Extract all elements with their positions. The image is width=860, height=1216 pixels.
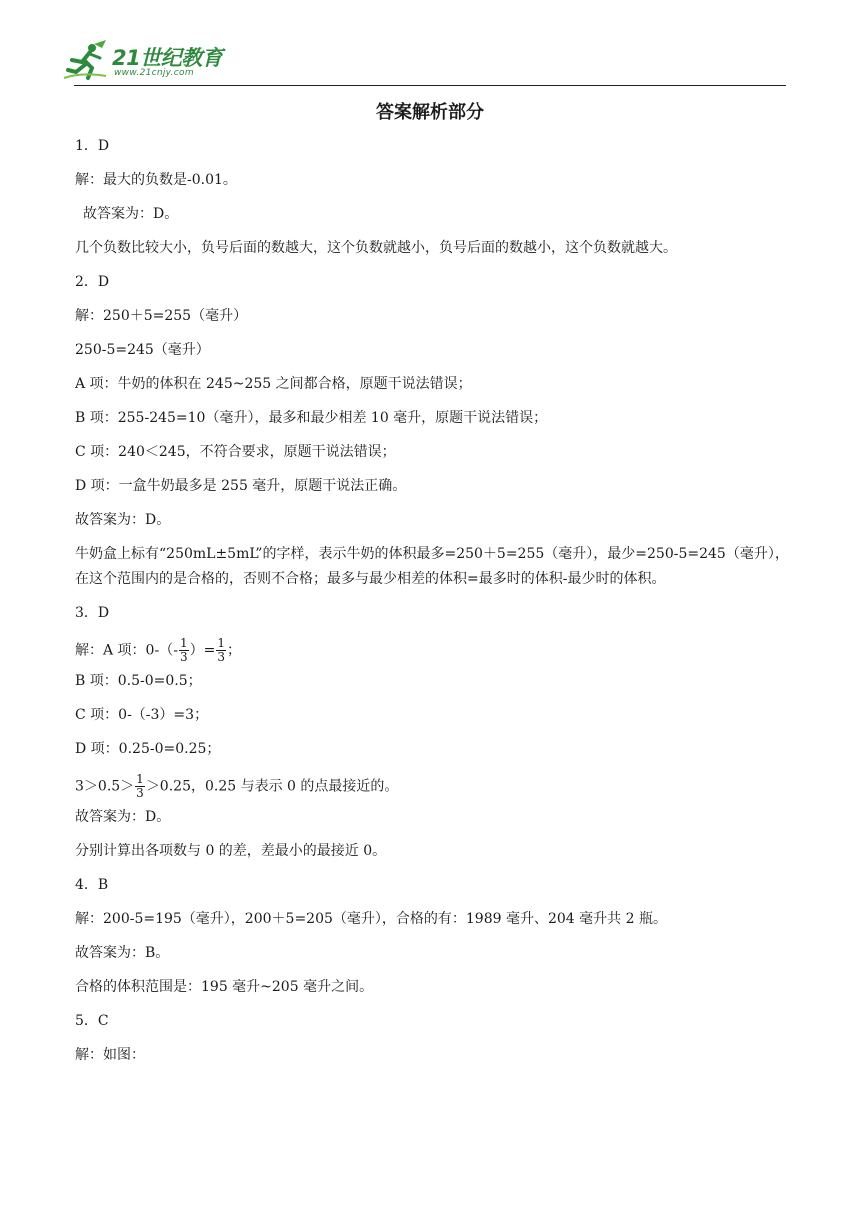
q2-solution-1: 解：250＋5=255（毫升） xyxy=(75,308,248,324)
q2-explanation-1: 牛奶盒上标有“250mL±5mL”的字样，表示牛奶的体积最多=250＋5=255（毫升），最少=250-5=245（毫升）， xyxy=(75,546,789,562)
runner-logo-icon xyxy=(62,38,114,82)
logo xyxy=(62,38,232,82)
q1-solution: 解：最大的负数是-0.01。 xyxy=(75,172,237,188)
q4-conclusion: 故答案为：B。 xyxy=(75,945,170,961)
q3-option-d: D 项：0.25-0=0.25； xyxy=(75,741,221,757)
q2-option-c: C 项：240＜245，不符合要求，原题干说法错误； xyxy=(75,444,396,460)
q4-answer: 4．B xyxy=(75,877,109,893)
q3-option-a-text-1: 解：A 项：0-（- xyxy=(75,642,178,659)
logo-text: 21世纪教育 xyxy=(112,46,223,70)
q1-explanation: 几个负数比较大小，负号后面的数越大，这个负数就越小，负号后面的数越小，这个负数就越大。 xyxy=(75,240,677,256)
fraction xyxy=(216,637,226,664)
q3-comparison xyxy=(75,773,790,807)
page-title: 答案解析部分 xyxy=(376,102,484,123)
answer-content xyxy=(75,136,790,1079)
q2-explanation-2: 在这个范围内的是合格的，否则不合格；最多与最少相差的体积=最多时的体积-最少时的体积。 xyxy=(75,571,666,587)
q1-answer: 1．D xyxy=(75,138,110,154)
page-header xyxy=(62,38,792,88)
q2-option-a: A 项：牛奶的体积在 245~255 之间都合格，原题干说法错误； xyxy=(75,376,472,392)
q3-comparison-text-1: 3＞0.5＞ xyxy=(75,778,135,795)
q5-answer: 5．C xyxy=(75,1013,109,1029)
fraction-denominator: 3 xyxy=(217,650,225,664)
q5-solution: 解：如图： xyxy=(75,1047,145,1063)
fraction-numerator: 1 xyxy=(136,772,144,786)
q2-answer: 2．D xyxy=(75,274,110,290)
fraction xyxy=(135,773,145,800)
q3-conclusion: 故答案为：D。 xyxy=(75,809,171,825)
q4-solution: 解：200-5=195（毫升），200＋5=205（毫升），合格的有：1989 毫升、204 毫升共 2 瓶。 xyxy=(75,911,667,927)
q2-solution-2: 250-5=245（毫升） xyxy=(75,342,210,358)
q2-conclusion: 故答案为：D。 xyxy=(75,512,171,528)
q3-answer: 3．D xyxy=(75,605,110,621)
q2-option-d: D 项：一盒牛奶最多是 255 毫升，原题干说法正确。 xyxy=(75,478,407,494)
fraction-numerator: 1 xyxy=(217,636,225,650)
fraction-denominator: 3 xyxy=(136,786,144,800)
q3-option-a-text-2: ）= xyxy=(189,642,216,659)
q4-explanation: 合格的体积范围是：195 毫升~205 毫升之间。 xyxy=(75,979,374,995)
q3-option-a-text-3: ； xyxy=(226,642,241,659)
logo-url: www.21cnjy.com xyxy=(114,68,194,78)
fraction-numerator: 1 xyxy=(179,636,188,650)
q2-option-b: B 项：255-245=10（毫升），最多和最少相差 10 毫升，原题干说法错误； xyxy=(75,410,548,426)
q3-option-a xyxy=(75,637,790,671)
q1-conclusion: 故答案为：D。 xyxy=(83,206,179,222)
header-divider xyxy=(74,85,786,86)
q3-option-c: C 项：0-（-3）=3； xyxy=(75,707,209,723)
q3-explanation: 分别计算出各项数与 0 的差，差最小的最接近 0。 xyxy=(75,843,387,859)
q3-comparison-text-2: ＞0.25，0.25 与表示 0 的点最接近的。 xyxy=(145,778,399,795)
q3-option-b: B 项：0.5-0=0.5； xyxy=(75,673,202,689)
fraction xyxy=(179,637,189,664)
fraction-denominator: 3 xyxy=(179,650,188,664)
